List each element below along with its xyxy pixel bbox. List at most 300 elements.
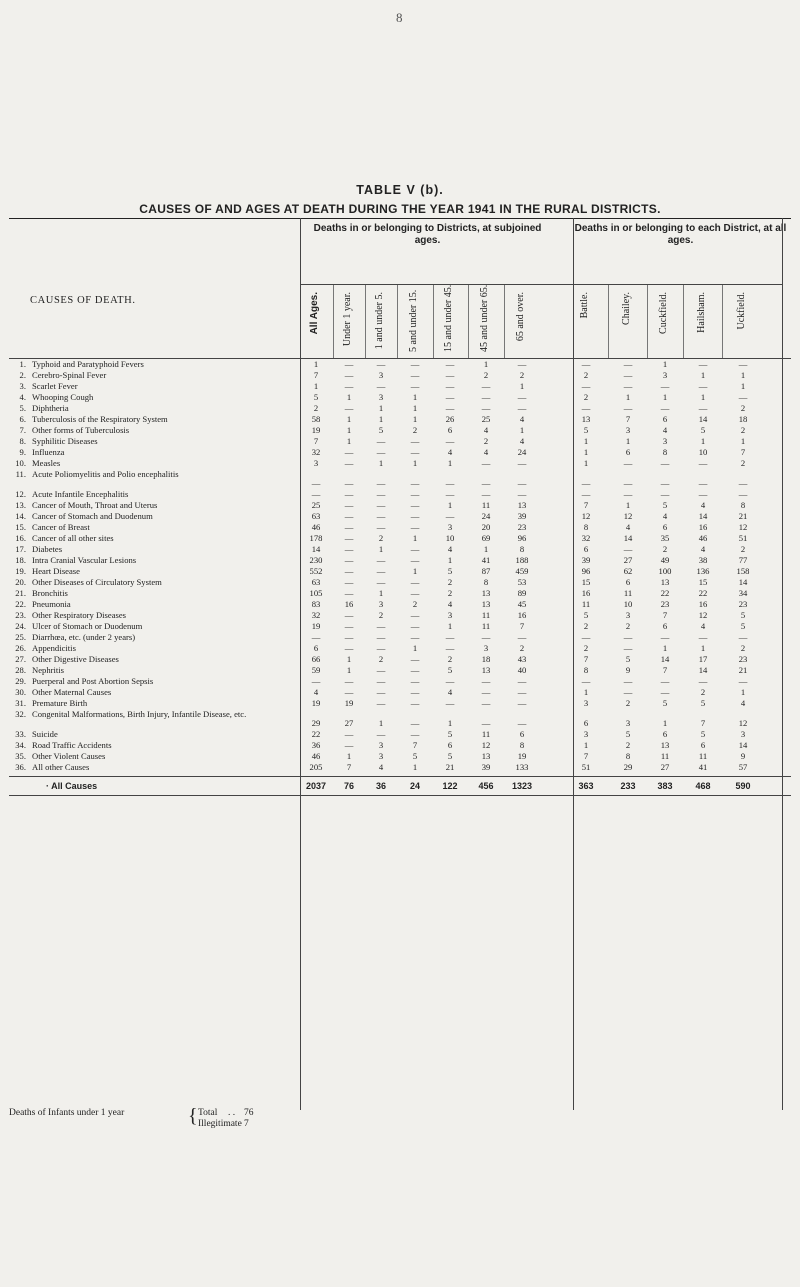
cell: 3 [378,599,384,609]
cell: — [376,436,386,446]
cell: 2 [447,588,453,598]
table-row [0,414,800,425]
cell: 15 [581,577,591,587]
cell: 22 [311,729,321,739]
cell: 7 [583,751,589,761]
cell: 5 [447,729,453,739]
cell: — [376,555,386,565]
cell: — [517,676,527,686]
cell: 29 [311,718,321,728]
cell: 23 [660,599,670,609]
cell: — [376,643,386,653]
total-cell: 24 [409,781,420,791]
cell: 4 [519,436,525,446]
cell: 3 [625,425,631,435]
cell: 53 [517,577,527,587]
cell: 12 [698,610,708,620]
cell: 32 [311,610,321,620]
cell: 14 [738,577,748,587]
column-header-12: Uckfield. [736,292,747,330]
table-row [0,359,800,370]
cell: — [738,632,748,642]
cell: — [660,458,670,468]
cell: — [623,359,633,369]
cell: 13 [481,751,491,761]
cell: 11 [481,621,491,631]
footnote-total-leader: . . [228,1108,236,1118]
row-number: 13. [15,500,26,510]
row-number: 26. [15,643,26,653]
cell: — [517,632,527,642]
cell: 34 [738,588,748,598]
cell: 89 [517,588,527,598]
row-number: 21. [15,588,26,598]
cell: 13 [481,599,491,609]
cell: — [623,381,633,391]
cell: — [344,610,354,620]
row-cause: Cancer of Breast [32,522,90,532]
cell: — [376,621,386,631]
cell: 49 [660,555,670,565]
cell: 4 [700,621,706,631]
cell: 1 [346,414,352,424]
cell: — [344,588,354,598]
causes-header: CAUSES OF DEATH. [30,295,136,306]
row-number: 31. [15,698,26,708]
cell: 23 [738,599,748,609]
cell: — [311,676,321,686]
table-row [0,687,800,698]
cell: 23 [517,522,527,532]
cell: 2 [583,643,589,653]
cell: 46 [311,751,321,761]
cell: 4 [483,447,489,457]
cell: 3 [378,370,384,380]
table-row [0,729,800,740]
row-cause: Scarlet Fever [32,381,78,391]
cell: 21 [738,511,748,521]
column-header-7: 65 and over. [515,292,526,342]
cell: 46 [698,533,708,543]
cell: — [410,489,420,499]
row-number: 14. [15,511,26,521]
row-cause: Typhoid and Paratyphoid Fevers [32,359,144,369]
cell: — [738,676,748,686]
cell: 7 [662,665,668,675]
cell: 6 [583,544,589,554]
cell: 23 [738,654,748,664]
row-cause: Diabetes [32,544,63,554]
cell: 3 [625,718,631,728]
cell: — [344,740,354,750]
cell: 1 [519,425,525,435]
cell: 2 [313,403,319,413]
cell: 27 [660,762,670,772]
table-top-rule [9,218,791,219]
cell: 7 [740,447,746,457]
cell: 1 [700,643,706,653]
cell: — [445,381,455,391]
cell: 12 [481,740,491,750]
table-row [0,458,800,469]
cell: — [311,632,321,642]
cell: 178 [309,533,323,543]
row-cause: Tuberculosis of the Respiratory System [32,414,168,424]
cell: 5 [662,500,668,510]
cell: — [376,566,386,576]
cell: 3 [740,729,746,739]
cell: 1 [378,458,384,468]
cell: 4 [700,544,706,554]
cell: — [517,359,527,369]
cell: — [376,478,386,488]
cell: — [698,478,708,488]
cell: 46 [311,522,321,532]
table-row [0,665,800,676]
table-row [0,577,800,588]
cell: 3 [662,370,668,380]
cell: 1 [662,718,668,728]
cell: 15 [698,577,708,587]
cell: 10 [623,599,633,609]
cell: 16 [581,588,591,598]
cell: 1 [412,392,418,402]
row-number: 33. [15,729,26,739]
table-row [0,489,800,500]
cell: 5 [700,425,706,435]
cell: 4 [447,687,453,697]
cell: 2 [740,458,746,468]
cell: 41 [481,555,491,565]
cell: — [344,370,354,380]
cell: 32 [311,447,321,457]
row-cause: Cerebro-Spinal Fever [32,370,107,380]
cell: 7 [346,762,352,772]
cell: 2 [700,687,706,697]
cell: — [344,500,354,510]
cell: — [581,359,591,369]
cell: 8 [583,665,589,675]
table-row [0,709,800,729]
cell: — [660,478,670,488]
row-cause: Road Traffic Accidents [32,740,112,750]
grid-line [397,284,398,359]
row-number: 22. [15,599,26,609]
cell: — [660,403,670,413]
row-number: 25. [15,632,26,642]
cell: — [410,500,420,510]
cell: — [410,511,420,521]
table-row [0,643,800,654]
cell: — [344,621,354,631]
cell: 14 [311,544,321,554]
row-number: 5. [19,403,26,413]
cell: — [376,676,386,686]
cell: 7 [625,414,631,424]
cell: 1 [346,654,352,664]
cell: 96 [581,566,591,576]
cell: 8 [483,577,489,587]
cell: 20 [481,522,491,532]
table-row [0,632,800,643]
cell: — [376,698,386,708]
cell: 2 [447,577,453,587]
cell: 7 [662,610,668,620]
cell: — [376,500,386,510]
cell: 32 [581,533,591,543]
cell: — [481,698,491,708]
row-cause: Other Digestive Diseases [32,654,119,664]
column-header-9: Chailey. [621,292,632,325]
cell: 40 [517,665,527,675]
cell: — [517,458,527,468]
row-cause: Cancer of Mouth, Throat and Uterus [32,500,158,510]
cell: — [344,458,354,468]
cell: — [698,359,708,369]
cell: 4 [313,687,319,697]
cell: 5 [583,610,589,620]
cell: 5 [740,610,746,620]
cell: 11 [481,729,491,739]
cell: 1 [662,392,668,402]
cell: — [410,718,420,728]
cell: 39 [517,511,527,521]
cell: — [410,577,420,587]
cell: — [481,676,491,686]
cell: 1 [346,436,352,446]
cell: 3 [447,610,453,620]
cell: 1 [412,762,418,772]
cell: 1 [583,740,589,750]
row-cause: Diphtheria [32,403,69,413]
total-row [0,779,800,795]
header-group-rule [300,284,782,285]
table-row [0,381,800,392]
cell: 12 [623,511,633,521]
cell: 8 [625,751,631,761]
cell: 19 [311,698,321,708]
cell: — [344,566,354,576]
cell: — [410,665,420,675]
cell: 5 [625,654,631,664]
cell: 11 [481,610,491,620]
cell: — [410,687,420,697]
cell: 1 [346,665,352,675]
cell: — [738,392,748,402]
cell: 2 [583,621,589,631]
cell: 11 [623,588,633,598]
cell: 4 [447,599,453,609]
cell: 1 [412,403,418,413]
table-bottom-rule [9,795,791,796]
cell: — [623,687,633,697]
cell: 1 [519,381,525,391]
row-cause: Other Maternal Causes [32,687,112,697]
row-number: 15. [15,522,26,532]
cell: — [344,381,354,391]
cell: — [376,511,386,521]
cell: — [376,447,386,457]
row-cause: Puerperal and Post Abortion Sepsis [32,676,154,686]
cell: 3 [662,436,668,446]
cell: — [410,447,420,457]
cell: 13 [660,577,670,587]
cell: 13 [481,588,491,598]
cell: 13 [660,740,670,750]
cell: — [738,489,748,499]
cell: 1 [378,414,384,424]
cell: 21 [738,665,748,675]
cell: 1 [313,359,319,369]
cell: — [344,447,354,457]
cell: 8 [519,740,525,750]
cell: 4 [519,414,525,424]
cell: 18 [481,654,491,664]
column-header-4: 5 and under 15. [408,289,419,352]
cell: 69 [481,533,491,543]
row-number: 32. [15,709,26,719]
table-row [0,698,800,709]
cell: — [445,370,455,380]
cell: 2 [378,654,384,664]
cell: 14 [698,665,708,675]
row-cause: Other Respiratory Diseases [32,610,127,620]
cell: 2 [447,654,453,664]
cell: — [445,392,455,402]
cell: — [344,687,354,697]
total-label: · All Causes [46,781,98,791]
cell: 5 [378,425,384,435]
row-number: 12. [15,489,26,499]
grid-line [647,284,648,359]
cell: — [445,403,455,413]
cell: 1 [583,436,589,446]
cell: 6 [662,522,668,532]
cell: 6 [662,621,668,631]
total-cell: 36 [375,781,386,791]
column-header-8: Battle. [579,292,590,319]
cell: 1 [483,544,489,554]
cell: 1 [346,425,352,435]
cell: — [344,555,354,565]
cell: 58 [311,414,321,424]
cell: 1 [412,566,418,576]
cell: 22 [698,588,708,598]
cell: — [738,359,748,369]
cell: 1 [378,718,384,728]
table-row [0,447,800,458]
cell: 26 [445,414,455,424]
cell: 2 [625,621,631,631]
cell: 1 [412,643,418,653]
cell: — [660,381,670,391]
cell: 459 [515,566,529,576]
row-cause: Cancer of all other sites [32,533,114,543]
row-number: 11. [15,469,26,479]
cell: 24 [481,511,491,521]
cell: 5 [700,698,706,708]
row-number: 9. [19,447,26,457]
cell: 7 [519,621,525,631]
cell: 1 [625,500,631,510]
cell: 1 [378,544,384,554]
cell: 21 [445,762,455,772]
cell: 4 [625,522,631,532]
cell: 2 [740,403,746,413]
cell: 14 [660,654,670,664]
cell: — [344,632,354,642]
cell: — [623,643,633,653]
table-row [0,522,800,533]
cell: 7 [583,500,589,510]
cell: 3 [447,522,453,532]
cell: 3 [313,458,319,468]
cell: — [445,676,455,686]
row-number: 20. [15,577,26,587]
cell: 2 [412,425,418,435]
row-number: 27. [15,654,26,664]
row-number: 6. [19,414,26,424]
total-cell: 2037 [305,781,327,791]
cell: — [376,381,386,391]
cell: 1 [740,381,746,391]
cell: — [481,489,491,499]
cell: 14 [738,740,748,750]
cell: 14 [698,511,708,521]
cell: 2 [378,533,384,543]
cell: — [481,403,491,413]
cell: 100 [658,566,672,576]
cell: — [517,392,527,402]
cell: — [376,632,386,642]
total-cell: 590 [735,781,751,791]
row-number: 30. [15,687,26,697]
table-row [0,370,800,381]
cell: 83 [311,599,321,609]
cell: 6 [662,414,668,424]
cell: — [517,478,527,488]
cell: — [445,359,455,369]
cell: — [376,687,386,697]
cell: — [410,555,420,565]
cell: 4 [447,544,453,554]
cell: — [376,729,386,739]
cell: — [344,544,354,554]
cell: — [698,403,708,413]
cell: 158 [736,566,750,576]
cell: — [410,621,420,631]
row-number: 4. [19,392,26,402]
cell: — [481,718,491,728]
cell: 3 [483,643,489,653]
cell: 16 [517,610,527,620]
cell: — [344,489,354,499]
table-row [0,751,800,762]
table-row [0,676,800,687]
cell: — [660,687,670,697]
row-cause: Intra Cranial Vascular Lesions [32,555,137,565]
cell: 5 [412,751,418,761]
cell: 19 [311,621,321,631]
cell: 2 [662,544,668,554]
total-cell: 76 [343,781,354,791]
cell: 8 [583,522,589,532]
row-cause: Acute Poliomyelitis and Polio encephalitis [32,469,179,479]
cell: 51 [581,762,591,772]
cell: 87 [481,566,491,576]
column-header-10: Cuckfield. [658,292,669,334]
cell: 25 [311,500,321,510]
